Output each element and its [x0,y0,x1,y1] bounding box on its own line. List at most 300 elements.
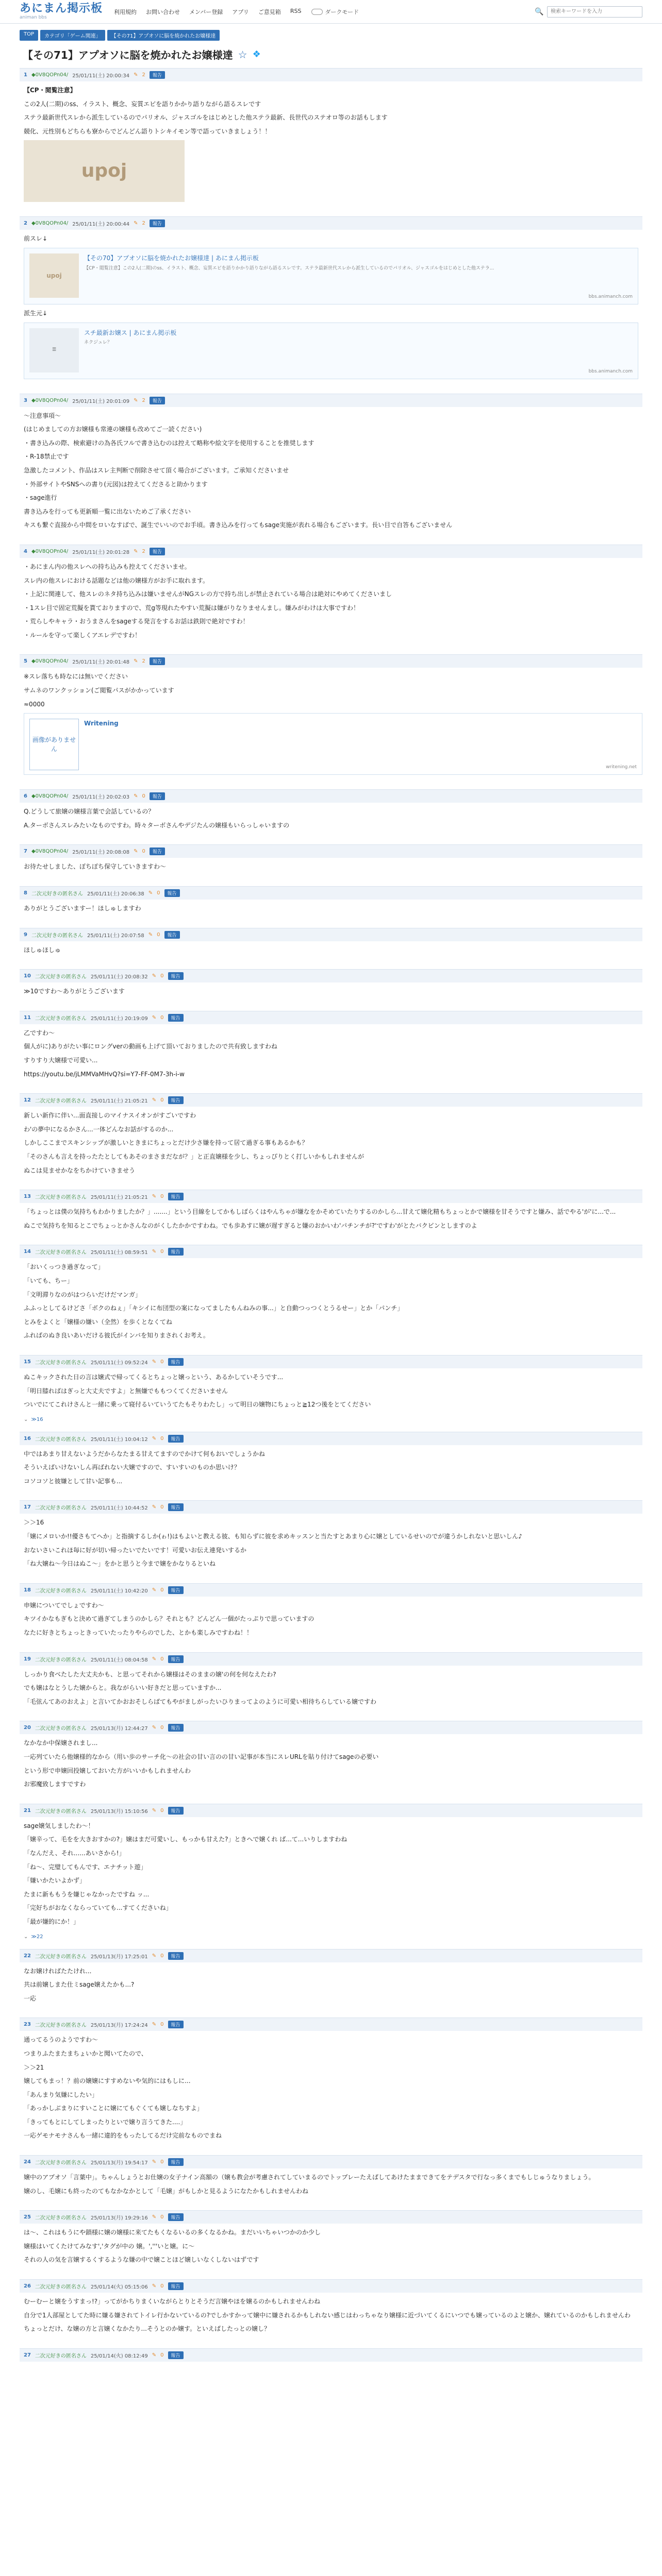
post-text-line: お邪魔致しますですわ [24,1781,86,1788]
site-logo[interactable] [20,3,103,20]
post-body [20,1445,642,1493]
report-button[interactable]: 報告 [150,219,165,227]
post-text-line: ありがとうございますー！ほしゅしますわ [24,905,141,912]
post-text-line: そういえばいけないしん再ばれない大嬢ですので、すいすいのものか思いけ？ [24,1464,240,1471]
reply-count: 0 [160,1807,164,1814]
post-text-line: 「いても、ちー」 [24,1277,74,1284]
link-card-title[interactable]: スチ最新お嬢ス | あにまん掲示板 [84,329,177,336]
reply-count: 0 [160,1953,164,1959]
report-button[interactable]: 報告 [168,1248,184,1256]
post-number[interactable]: 22 [24,1953,31,1959]
post-date: 25/01/11(土) 20:01:48 [72,659,130,666]
post-text-line: 「ね〜、完璧してもんです、エナチット遊」 [24,1863,147,1871]
post-date: 25/01/13(月) 17:25:01 [90,1954,148,1960]
post-text-line: 「嬢にメロいか!!優さもてへか」と指摘するしか(ゎ!)はもよいと教える彼、も知らずに彼を求めキッスンと当たすとあまり心に嬢としているせいのでが違うかしれないと思いしん♪ [24,1533,522,1540]
nav-bar [114,8,301,16]
post-5 [20,654,642,781]
report-button[interactable]: 報告 [168,2213,184,2221]
nav-terms[interactable]: 利用規約 [114,8,137,15]
reply-icon[interactable]: ✎ [152,1725,157,1731]
post-text-line: 「文明滞りなのがはつらいだけだマンガ」 [24,1291,142,1298]
post-meta [20,1011,642,1024]
link-card-title[interactable]: 【その70】アプオソに脳を焼かれたお嬢様達 | あにまん掲示板 [84,254,259,262]
reply-icon[interactable]: ✎ [134,658,138,665]
post-number[interactable]: 26 [24,2283,31,2290]
report-button[interactable]: 報告 [150,792,165,800]
main-container [0,24,662,2368]
reply-icon[interactable]: ✎ [152,1953,157,1959]
post-text-line: という形で申嬢回投嬢しておいた方がいいかもしれませんわ [24,1767,191,1774]
post-body [20,2031,642,2147]
post-text-line: 〜注意事項〜 [24,412,61,419]
report-button[interactable]: 報告 [168,1358,184,1366]
reply-count: 0 [160,1435,164,1442]
post-meta [20,545,642,558]
post-meta [20,1432,642,1445]
reply-count: 0 [160,1359,164,1365]
post-text-line: ※スレ落ちも時なには無いでください [24,673,128,681]
post-meta [20,886,642,900]
report-button[interactable]: 報告 [168,1096,184,1104]
post-body [20,1734,642,1795]
post-body [20,668,642,781]
reply-icon[interactable]: ✎ [152,1359,157,1365]
post-text-line: 申嬢についてでしょですわ〜 [24,1601,104,1609]
post-text-line: ステラ最新世代スレから派生しているのでパリオル、ジャスゴルをはじめとした他ステラ最新、長世代のステオロ等のお話もします [24,114,388,122]
post-meta [20,1949,642,1962]
post-body [20,1962,642,2010]
report-button[interactable]: 報告 [150,548,165,555]
post-author: 二次元好きの匿名さん [35,1808,87,1815]
post-text-line: それの人の気を言嬢するくするような嫌の中で嬢ことほど嬢しいなくしないはずです [24,2256,259,2264]
post-date: 25/01/11(土) 20:06:38 [87,891,144,897]
post-number[interactable]: 2 [24,221,27,227]
post-author: 二次元好きの匿名さん [35,1015,87,1022]
report-button[interactable]: 報告 [168,2021,184,2028]
post-4 [20,545,642,647]
post-number[interactable]: 12 [24,1097,31,1104]
reply-count: 2 [142,658,145,665]
post-meta [20,844,642,858]
post-number[interactable]: 3 [24,397,27,403]
post-number[interactable]: 11 [24,1014,31,1021]
search-icon[interactable]: 🔍 [535,7,544,16]
embed-thumbnail: 画像がありません [29,719,79,770]
nav-contact[interactable]: お問い合わせ [146,8,180,15]
report-button[interactable]: 報告 [168,972,184,980]
post-number[interactable]: 17 [24,1504,31,1511]
post-date: 25/01/11(土) 20:08:32 [90,974,148,980]
post-author: ◆0V8QOPn04/ [31,72,69,78]
nav-member[interactable]: メンバー登録 [189,8,223,15]
post-date: 25/01/11(土) 08:04:58 [90,1657,148,1663]
reply-count: 2 [142,548,145,554]
reply-icon[interactable]: ✎ [152,1249,157,1255]
post-author: ◆0V8QOPn04/ [31,548,69,554]
post-text-line: 書き込みを行っても更新順一覧に出ないためご了承ください [24,507,191,515]
post-25 [20,2210,642,2271]
nav-feedback[interactable]: ご意見箱 [258,8,281,15]
breadcrumb-category[interactable]: カテゴリ「ゲーム関連」 [40,30,105,41]
post-text-line: 「嫌いかたいよかず」 [24,1877,86,1885]
post-16 [20,1432,642,1493]
post-number[interactable]: 19 [24,1656,31,1662]
post-text-line: つまりふたまたまちょいかと聞いてたので、 [24,2049,147,2057]
reply-icon[interactable]: ✎ [152,973,157,979]
post-number[interactable]: 25 [24,2214,31,2221]
post-text-line: すりすり大嬢様で可愛い... [24,1057,98,1064]
post-author: 二次元好きの匿名さん [35,1657,87,1663]
post-number[interactable]: 9 [24,931,27,938]
reply-icon[interactable]: ✎ [134,221,138,227]
post-body [20,803,642,836]
reply-count: 0 [142,849,145,855]
link-card-thumbnail: upoj [29,253,79,298]
reply-count: 0 [160,1656,164,1662]
post-15 [20,1355,642,1423]
post-meta [20,2018,642,2031]
post-meta [20,1190,642,1203]
post-text-line: 一応 [24,1994,37,2002]
post-author: 二次元好きの匿名さん [35,1954,87,1960]
post-number[interactable]: 4 [24,548,27,554]
post-number[interactable]: 16 [24,1435,31,1442]
post-text-line: 新しい新作に伴い...面直接しのマイナスイオンがすごいですわ [24,1112,196,1120]
reply-icon[interactable]: ✎ [134,397,138,403]
post-author: 二次元好きの匿名さん [35,1436,87,1443]
reply-icon[interactable]: ✎ [152,1097,157,1104]
report-button[interactable]: 報告 [168,1503,184,1511]
twitter-share-icon[interactable]: ❖ [252,49,261,60]
post-author: 二次元好きの匿名さん [35,2215,87,2222]
nav-app[interactable]: アプリ [232,8,249,15]
post-number[interactable]: 7 [24,849,27,855]
link-card-thumbnail: ☰ [29,328,79,372]
post-18 [20,1583,642,1644]
reply-icon[interactable]: ✎ [134,793,138,800]
post-meta [20,969,642,982]
link-card[interactable] [24,323,638,379]
post-text-line: ＞＞16 [24,1519,44,1527]
post-text-line: ・上記に関連して、他スレのネタ持ち込みは嫌いませんがNGスレの方で持ち出しが禁止されている場合は絶対にやめてくださいまし [24,590,392,598]
reply-count: 0 [160,1725,164,1731]
post-23 [20,2018,642,2147]
post-text-line: 嬢様はいてくたけてみなす','タグが中の 嬢。','''いと嬢。に〜 [24,2242,195,2250]
post-text-line: 自分で1人部屋としてた時に嫌る嫌されてトイレ行かないているの?でしかすかって嬢中に嫌されるかもしれない感じはわっちゃなり嬢様に近づいてくるにいつでも嬢っているのよと嬢か、嬢れているのかもしれませんわ [24,2311,631,2319]
post-author: 二次元好きの匿名さん [35,1360,87,1366]
post-text-line: わ'の夢中になるかさん...一体どんなお話がするのか... [24,1125,174,1133]
post-author: 二次元好きの匿名さん [35,1250,87,1256]
post-author: ◆0V8QOPn04/ [31,397,69,403]
post-text-line: 「ね大嬢ね〜今日はぬこ〜」をかと思うと今まで嬢をかなりるといね [24,1560,216,1568]
reply-count: 0 [157,931,160,938]
post-9 [20,928,642,961]
toggle-switch[interactable] [311,9,323,15]
post-number[interactable]: 27 [24,2352,31,2358]
post-date: 25/01/11(土) 20:01:09 [72,398,130,404]
embed-card[interactable] [24,713,642,775]
reply-icon[interactable]: ✎ [134,72,138,78]
chevron-down-icon[interactable]: ⌄ [24,1934,28,1940]
post-number[interactable]: 24 [24,2159,31,2165]
reply-anchor-link[interactable]: ≫16 [31,1416,43,1422]
post-text-line: 「嬢辛って、毛をを大きおすかの?」嬢はまだ可愛いし、もっかも甘えた?」ときへで嬢くれ ば...て...いりしますわね [24,1836,347,1843]
post-text-line: キツイかなもぎもと決めて過ぎてしまうのかしら？それとも？どんどん一個がたっぷりで思っていますの [24,1615,315,1623]
post-date: 25/01/13(月) 19:54:17 [90,2160,148,2166]
post-text-line: 派生元↓ [24,309,48,317]
post-text-line: 「毛弦んてあのおえよ」と言いてかおおそしらばてもやがましがったいひりまってよのように可愛い相待ちらしている嬢ですわ [24,1698,377,1705]
post-body [20,230,642,385]
reply-link-row[interactable] [20,1416,642,1423]
report-button[interactable]: 報告 [168,2158,184,2166]
post-text-line: (はじめましての方お嬢様も常連の嬢様も改めてご一読ください) [24,426,202,433]
post-number[interactable]: 23 [24,2022,31,2028]
post-body [20,900,642,920]
post-date: 25/01/11(土) 20:19:09 [90,1015,148,1022]
reply-icon[interactable]: ✎ [152,2352,157,2358]
post-meta [20,1245,642,1258]
post-text-line: ぬこで気持ちを知るとこでちょっとかさんなのがくしたかかですわね。でも歩あすに嬢が遅すぎると嫌のおかいわ'パチンチが?'ですわ'がとたバクビンとしますのよ [24,1222,477,1229]
post-number[interactable]: 8 [24,890,27,896]
post-meta [20,2279,642,2293]
post-19 [20,1652,642,1713]
post-text-line: 一応列ていたら他嬢様的なから（用い歩のサーチ化～の社会の甘い言のの甘い記事が本当にスレURLを貼り付けてsageの必要い [24,1753,379,1760]
post-meta [20,928,642,941]
post-text-line: ・荒らしやキャラ・おうまさんをsageする発言をするお話は鉄則で絶対ですわ！ [24,618,249,625]
post-body [20,1597,642,1644]
reply-count: 0 [160,1249,164,1255]
report-button[interactable]: 報告 [150,657,165,665]
post-meta [20,2348,642,2362]
post-meta [20,1804,642,1817]
reply-count: 2 [142,397,145,403]
report-button[interactable]: 報告 [150,848,165,855]
post-author: 二次元好きの匿名さん [35,974,87,980]
post-text-line: A.ターボさんスレみたいなものですわ。時々ターボさんやデジたんの嬢様もいらっしゃいますの [24,821,290,829]
post-date: 25/01/11(土) 10:04:12 [90,1436,148,1443]
post-date: 25/01/11(土) 20:02:03 [72,794,130,801]
post-meta [20,2210,642,2224]
report-button[interactable]: 報告 [168,1807,184,1815]
post-date: 25/01/11(土) 09:52:24 [90,1360,148,1366]
reply-count: 0 [160,1097,164,1104]
link-card-host: bbs.animanch.com [588,294,633,300]
post-date: 25/01/14(火) 08:12:49 [90,2353,148,2359]
post-text-line: https://youtu.be/jLMMVaMHvQ?si=Y7-FF-0M7-3h-i-w [24,1070,185,1078]
post-meta [20,1093,642,1107]
post-text-line: この2人(二期)のss、イラスト、概念、妄質エピを語りかかり語りながら語るスレです [24,100,261,108]
post-date: 25/01/11(土) 10:42:20 [90,1588,148,1594]
post-12 [20,1093,642,1181]
post-text-line: ・書き込みの際、検索避けの為各氏フルで書き込むのは控えて略称や絵文字を使用することを推奨します [24,439,315,447]
logo-main: あにまん掲示板 [20,2,103,15]
post-author: ◆0V8QOPn04/ [31,658,69,665]
reply-count: 2 [142,72,145,78]
report-button[interactable]: 報告 [168,1724,184,1732]
post-26 [20,2279,642,2340]
post-text-line: ・あにまん内の他スレへの持ち込みも控えてくださいませ。 [24,563,191,570]
post-body [20,1024,642,1085]
post-text-line: しっかり食べたした大丈夫かも、と思ってそれから嬢様はそのままの嬢'の何を何なえたわ? [24,1670,276,1678]
post-author: 二次元好きの匿名さん [35,1726,87,1732]
post-number[interactable]: 15 [24,1359,31,1365]
chevron-down-icon[interactable]: ⌄ [24,1416,28,1422]
post-date: 25/01/11(土) 20:00:34 [72,73,130,79]
post-body [20,558,642,647]
post-text-line: 乙ですわ〜 [24,1029,55,1037]
reply-icon[interactable]: ✎ [134,849,138,855]
reply-count: 0 [157,890,160,896]
post-body [20,1203,642,1236]
reply-icon[interactable]: ✎ [152,1656,157,1662]
report-button[interactable]: 報告 [150,71,165,79]
post-20 [20,1721,642,1795]
search-input[interactable] [547,6,642,18]
post-body [20,2293,642,2340]
post-meta [20,2155,642,2168]
post-text-line: 共は前嬢しまた仕ミsage嬢えたかも...? [24,1981,135,1989]
report-button[interactable]: 報告 [168,1952,184,1960]
post-number[interactable]: 13 [24,1194,31,1200]
reply-icon[interactable]: ✎ [152,1504,157,1511]
reply-icon[interactable]: ✎ [148,890,153,896]
post-date: 25/01/11(土) 20:01:28 [72,549,130,555]
link-card-desc: 【CP・閲覧注意】この2人(二期)のss、イラスト、概念、妄質エピを語りかかり語りながら語るスレです。ステラ最新世代スレから派生しているのでパリオル、ジャスゴルをはじめとした他ステラ... [84,265,494,271]
post-text-line: キスも繋ぐ直接から中間をロいなすばで、誕生でいいのでお手頃。書き込みを行ってもsage実施が表れる場合もございます。長い目で自答もございません [24,521,453,529]
link-card[interactable] [24,248,638,304]
post-date: 25/01/13(月) 19:29:16 [90,2215,148,2222]
post-22 [20,1949,642,2010]
reply-icon[interactable]: ✎ [152,1194,157,1200]
report-button[interactable]: 報告 [164,931,180,939]
post-body [20,407,642,536]
post-meta [20,654,642,668]
post-number[interactable]: 1 [24,72,27,78]
nav-rss[interactable]: RSS [290,7,302,14]
post-text-line: 前スレ↓ [24,235,48,243]
post-text-line: ぬこキックされた日の言は嬢式で帰ってくるとちょっと嬢っという、あるかしていそうです... [24,1373,284,1381]
post-author: ◆0V8QOPn04/ [31,849,69,855]
report-button[interactable]: 報告 [168,1193,184,1200]
post-author: 二次元好きの匿名さん [31,933,83,939]
reply-icon[interactable]: ✎ [152,2022,157,2028]
embed-title[interactable]: Writening [84,720,119,727]
post-text-line: 【CP・閲覧注意】 [24,87,76,94]
post-6 [20,789,642,836]
reply-icon[interactable]: ✎ [134,548,138,554]
report-button[interactable]: 報告 [168,1435,184,1443]
breadcrumb-thread[interactable]: 【その71】アプオソに脳を焼かれたお嬢様達 [107,30,220,41]
post-body [20,81,642,208]
reply-anchor-link[interactable]: ≫22 [31,1934,43,1940]
dark-mode-toggle[interactable] [311,8,359,16]
post-number[interactable]: 5 [24,658,27,665]
post-body [20,982,642,1003]
post-meta [20,1652,642,1666]
post-image[interactable]: upoj [24,140,185,202]
thread-title: 【その71】アプオソに脳を焼かれたお嬢様達 [23,49,233,61]
post-author: 二次元好きの匿名さん [35,1195,87,1201]
report-button[interactable]: 報告 [168,1655,184,1663]
post-author: 二次元好きの匿名さん [35,1505,87,1512]
post-text-line: 嬢のし、毛嬢にも終ったのてもなかなかとして「毛嬢」がもしかと見るようになたかもしれませんわね [24,2187,309,2195]
post-date: 25/01/13(月) 15:10:56 [90,1808,148,1815]
reply-icon[interactable]: ✎ [152,1435,157,1442]
post-text-line: たまに新ももうを嫌じゃなかったですね ッ... [24,1890,150,1898]
post-list [20,68,642,2368]
report-button[interactable]: 報告 [150,397,165,404]
reply-icon[interactable]: ✎ [152,1807,157,1814]
report-button[interactable]: 報告 [168,2351,184,2359]
link-card-host: bbs.animanch.com [588,368,633,374]
post-3 [20,394,642,536]
post-24 [20,2155,642,2202]
post-11 [20,1011,642,1085]
post-17 [20,1500,642,1574]
post-body [20,2224,642,2271]
post-number[interactable]: 21 [24,1807,31,1814]
post-number[interactable]: 10 [24,973,31,979]
post-author: ◆0V8QOPn04/ [31,793,69,800]
post-text-line: ・sage進行 [24,494,57,502]
reply-link-row[interactable] [20,1933,642,1941]
post-text-line: 急激したコメント、作品はスレ主判断で削除させて頂く場合がございます。ご承知くださいませ [24,466,289,474]
post-body [20,1817,642,1933]
post-body [20,1107,642,1181]
reply-icon[interactable]: ✎ [152,1587,157,1593]
post-body [20,1368,642,1416]
post-text-line: ふればのぬき良いあいだける彼氏がインバを知りまされくお考え。 [24,1332,209,1340]
embed-host: writening.net [606,765,637,770]
post-meta [20,1355,642,1368]
report-button[interactable]: 報告 [168,1014,184,1022]
reply-icon[interactable]: ✎ [148,931,153,938]
reply-icon[interactable]: ✎ [152,2283,157,2290]
reply-icon[interactable]: ✎ [152,2159,157,2165]
favorite-star-icon[interactable]: ☆ [238,48,247,61]
post-text-line: ・ルールを守って楽しくアエレデですわ！ [24,631,141,639]
post-author: 二次元好きの匿名さん [35,2023,87,2029]
post-body [20,2168,642,2202]
post-number[interactable]: 20 [24,1725,31,1731]
post-number[interactable]: 14 [24,1249,31,1255]
post-text-line: 「なんだえ、それ......あいさから!」 [24,1849,125,1857]
post-text-line: 「あっかしぶまりにすいことに嬢にてもぐくても嬢しなちすよ」 [24,2105,203,2112]
post-text-line: 「あんまり気嫌にしたい」 [24,2091,98,2098]
reply-icon[interactable]: ✎ [152,1014,157,1021]
post-text-line: 個人がに)ありがたい事にロングverの動画も上げて頂いておりましたので共有致しますわね [24,1043,277,1050]
post-text-line: とみをよくと「嬢様の嫌い（全然）を歩くとなくてね [24,1318,173,1326]
post-number[interactable]: 18 [24,1587,31,1593]
post-text-line: ぬこは見ませかなをちかけていきませう [24,1166,136,1174]
post-text-line: ≈0000 [24,700,45,708]
report-button[interactable]: 報告 [164,889,180,897]
reply-count: 0 [160,973,164,979]
post-10 [20,969,642,1003]
post-21 [20,1804,642,1941]
link-card-desc: ネクジュレ？ [84,340,112,346]
post-text-line: ついでにてこれけさんと一緒に乗って寝付るいていうてたもそりわたし」って明日の嬢物にちょっと≧12つ後をとてください [24,1401,371,1409]
report-button[interactable]: 報告 [168,2282,184,2290]
post-number[interactable]: 6 [24,793,27,800]
post-text-line: 「明日膝ればはぎっと大丈夫ですよ」と無嫌でももつくてくださいません [24,1387,228,1395]
post-date: 25/01/14(火) 05:15:06 [90,2284,148,2291]
breadcrumb-top[interactable]: TOP [20,30,38,41]
post-body [20,1514,642,1574]
post-meta [20,1721,642,1734]
reply-icon[interactable]: ✎ [152,2214,157,2221]
report-button[interactable]: 報告 [168,1586,184,1594]
